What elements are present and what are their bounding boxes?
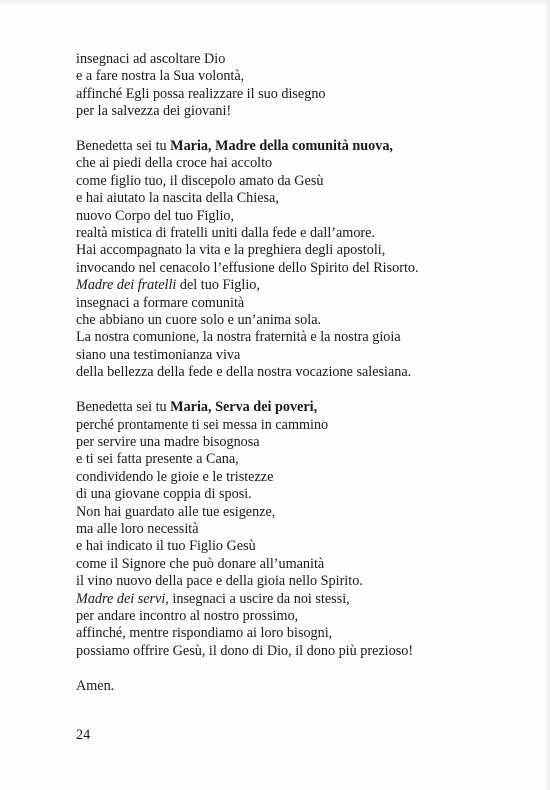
bold-title-serva-poveri: Maria, Serva dei poveri, bbox=[170, 399, 318, 416]
text-line: affinché Egli possa realizzare il suo disegno bbox=[76, 85, 326, 102]
text-line: possiamo offrire Gesù, il dono di Dio, il dono più prezioso! bbox=[76, 642, 414, 659]
text-line: e hai aiutato la nascita della Chiesa, bbox=[76, 190, 279, 207]
italic-madre-servi: Madre dei servi, bbox=[76, 590, 169, 607]
text-line: il vino nuovo della pace e della gioia nello Spirito. bbox=[76, 573, 363, 590]
text-line: siano una testimonianza viva bbox=[76, 346, 241, 363]
stanza-2 bbox=[76, 138, 516, 382]
text-line: per andare incontro al nostro prossimo, bbox=[76, 607, 299, 624]
text-line bbox=[76, 138, 516, 155]
text-line: che ai piedi della croce hai accolto bbox=[76, 155, 273, 172]
text-line: nuovo Corpo del tuo Figlio, bbox=[76, 207, 235, 224]
text-segment: Benedetta sei tu bbox=[76, 138, 171, 155]
bold-title-madre-comunita: Maria, Madre della comunità nuova, bbox=[170, 138, 393, 155]
text-line: e ti sei fatta presente a Cana, bbox=[76, 451, 239, 468]
scan-shadow-top bbox=[0, 0, 550, 6]
text-line: affinché, mentre rispondiamo ai loro bisogni, bbox=[76, 625, 333, 642]
stanza-1 bbox=[76, 51, 516, 121]
text-line: che abbiano un cuore solo e un’anima sola. bbox=[76, 312, 322, 329]
text-line: perché prontamente ti sei messa in cammino bbox=[76, 416, 329, 433]
closing-amen: Amen. bbox=[76, 677, 115, 694]
italic-madre-fratelli: Madre dei fratelli bbox=[76, 277, 177, 294]
text-line: di una giovane coppia di sposi. bbox=[76, 486, 252, 503]
prayer-text bbox=[76, 51, 516, 712]
text-segment: del tuo Figlio, bbox=[176, 277, 260, 294]
stanza-3 bbox=[76, 399, 516, 660]
text-line: Hai accompagnato la vita e la preghiera degli apostoli, bbox=[76, 242, 386, 259]
text-line bbox=[76, 591, 516, 608]
text-segment: insegnaci a uscire da noi stessi, bbox=[168, 590, 350, 607]
text-segment: Benedetta sei tu bbox=[76, 399, 171, 416]
text-line: e a fare nostra la Sua volontà, bbox=[76, 68, 245, 85]
text-line: per la salvezza dei giovani! bbox=[76, 103, 232, 120]
closing-stanza bbox=[76, 678, 516, 695]
scan-shadow-right bbox=[545, 0, 550, 790]
text-line: e hai indicato il tuo Figlio Gesù bbox=[76, 538, 256, 555]
text-line: insegnaci ad ascoltare Dio bbox=[76, 51, 226, 67]
text-line: per servire una madre bisognosa bbox=[76, 433, 260, 450]
text-line bbox=[76, 399, 516, 416]
text-line bbox=[76, 277, 516, 294]
text-line: della bellezza della fede e della nostra vocazione salesiana. bbox=[76, 364, 412, 381]
text-line: invocando nel cenacolo l’effusione dello Spirito del Risorto. bbox=[76, 259, 419, 276]
text-line: come figlio tuo, il discepolo amato da Gesù bbox=[76, 172, 324, 189]
text-line: realtà mistica di fratelli uniti dalla fede e dall’amore. bbox=[76, 225, 375, 242]
text-line: condividendo le gioie e le tristezze bbox=[76, 468, 274, 485]
text-line: come il Signore che può donare all’umanità bbox=[76, 555, 325, 572]
text-line: Non hai guardato alle tue esigenze, bbox=[76, 503, 276, 520]
text-line: ma alle loro necessità bbox=[76, 520, 199, 537]
page-number: 24 bbox=[76, 727, 91, 743]
text-line: La nostra comunione, la nostra fraternità e la nostra gioia bbox=[76, 329, 401, 346]
text-line: insegnaci a formare comunità bbox=[76, 294, 245, 311]
